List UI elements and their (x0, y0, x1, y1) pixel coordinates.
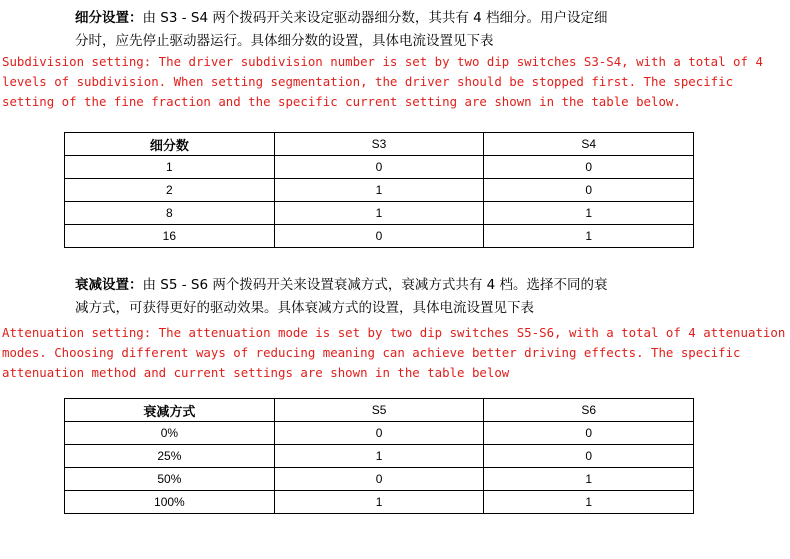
attenuation-heading-line-2: 减方式，可获得更好的驱动效果。具体衰减方式的设置，具体电流设置见下表 (75, 300, 534, 316)
subdivision-heading-line-1 (75, 7, 608, 29)
subdivision-table (64, 132, 694, 248)
table-cell: 1 (274, 179, 484, 202)
table-cell: 1 (484, 468, 694, 491)
attenuation-translation-line-2: modes. Choosing different ways of reducing meaning can achieve better driving effects. The specific (2, 345, 741, 360)
table-cell: 1 (274, 202, 484, 225)
table-cell: 1 (274, 491, 484, 514)
table-cell: 0 (484, 179, 694, 202)
column-header: 衰减方式 (65, 399, 275, 422)
table-header-row (65, 133, 694, 156)
table-row (65, 422, 694, 445)
table-cell: 1 (484, 202, 694, 225)
table-cell: 1 (484, 225, 694, 248)
column-header: S3 (274, 133, 484, 156)
attenuation-translation-line-1: Attenuation setting: The attenuation mode is set by two dip switches S5-S6, with a total of 4 attenuation (2, 325, 786, 340)
table-row (65, 468, 694, 491)
subdivision-heading-line-2: 分时，应先停止驱动器运行。具体细分数的设置，具体电流设置见下表 (75, 33, 494, 49)
table-row (65, 179, 694, 202)
table-cell: 0 (484, 445, 694, 468)
table-cell: 0 (274, 422, 484, 445)
table-cell: 0 (274, 156, 484, 179)
attenuation-translation-line-3: attenuation method and current settings are shown in the table below (2, 365, 510, 380)
column-header: S5 (274, 399, 484, 422)
attenuation-heading-line-1 (75, 274, 608, 296)
attenuation-heading-text: 由 S5 - S6 两个拨码开关来设置衰减方式，衰减方式共有 4 档。选择不同的衰 (142, 277, 608, 293)
table-cell: 1 (274, 445, 484, 468)
table-row (65, 156, 694, 179)
subdivision-translation-line-3: setting of the fine fraction and the specific current setting are shown in the table below. (2, 94, 681, 109)
table-cell: 8 (65, 202, 275, 225)
table-cell: 0 (274, 225, 484, 248)
subdivision-translation-line-2: levels of subdivision. When setting segmentation, the driver should be stopped first. The specific (2, 74, 734, 89)
column-header: S6 (484, 399, 694, 422)
table-header-row (65, 399, 694, 422)
table-cell: 25% (65, 445, 275, 468)
table-row (65, 225, 694, 248)
subdivision-heading-text: 由 S3 - S4 两个拨码开关来设定驱动器细分数，其共有 4 档细分。用户设定细 (142, 10, 608, 26)
column-header: 细分数 (65, 133, 275, 156)
table-cell: 50% (65, 468, 275, 491)
attenuation-table (64, 398, 694, 514)
table-cell: 1 (484, 491, 694, 514)
table-cell: 0% (65, 422, 275, 445)
table-cell: 0 (484, 422, 694, 445)
table-row (65, 491, 694, 514)
table-cell: 2 (65, 179, 275, 202)
table-cell: 1 (65, 156, 275, 179)
column-header: S4 (484, 133, 694, 156)
attenuation-heading-label: 衰减设置： (75, 277, 143, 293)
table-cell: 0 (274, 468, 484, 491)
table-row (65, 202, 694, 225)
table-cell: 16 (65, 225, 275, 248)
table-cell: 0 (484, 156, 694, 179)
subdivision-translation-line-1: Subdivision setting: The driver subdivision number is set by two dip switches S3-S4, with a total of 4 (2, 54, 763, 69)
table-row (65, 445, 694, 468)
table-cell: 100% (65, 491, 275, 514)
subdivision-heading-label: 细分设置： (75, 10, 143, 26)
